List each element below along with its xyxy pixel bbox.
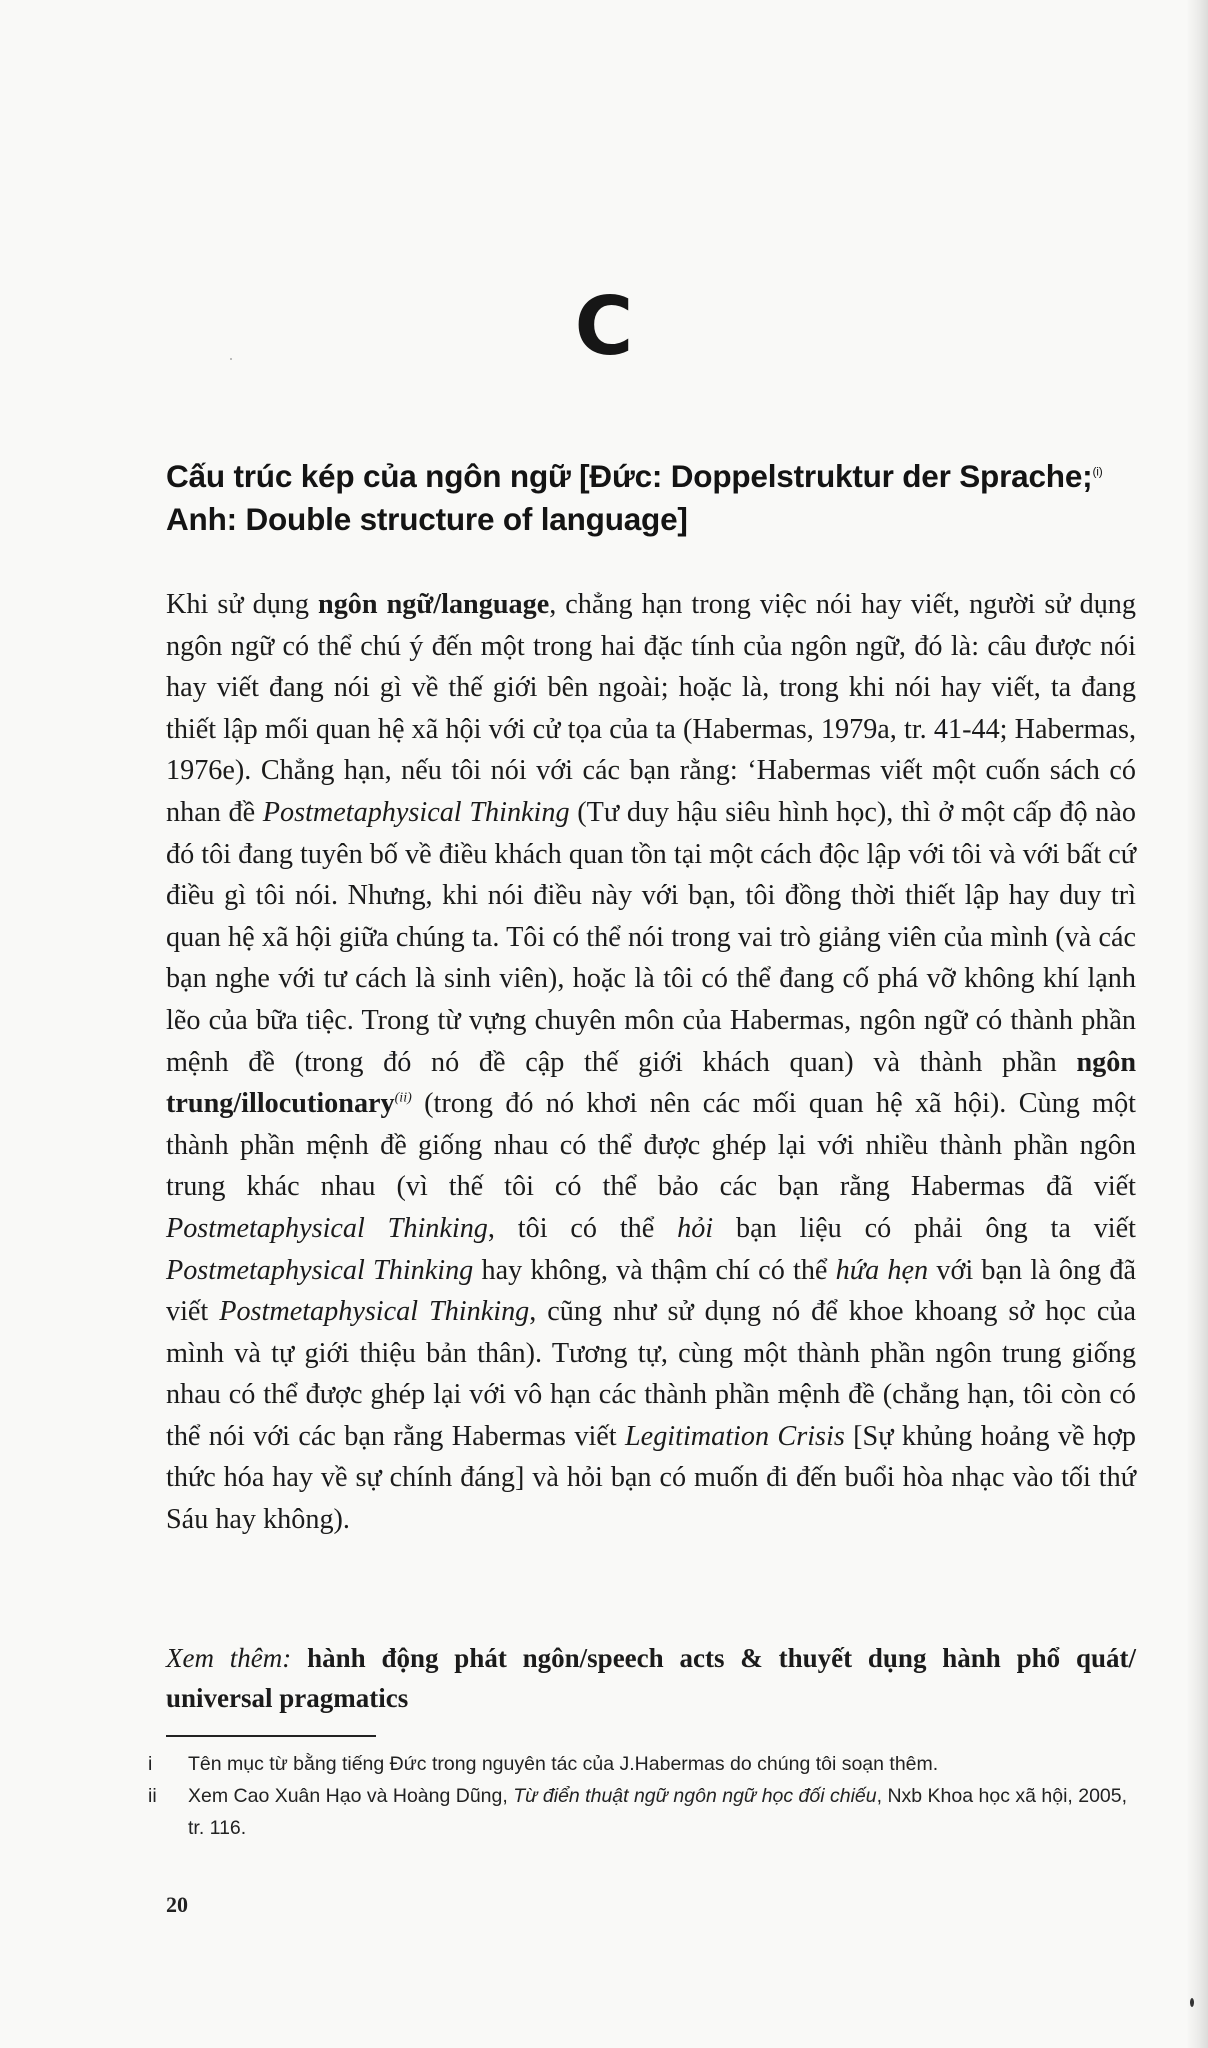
entry-title-line-1: Cấu trúc kép của ngôn ngữ [Đức: Doppelstruktur der Sprache; bbox=[166, 458, 1093, 494]
body-text-run: hay không, và thậm chí có thể bbox=[473, 1254, 836, 1286]
footnote-mark: ii bbox=[148, 1785, 157, 1807]
scan-speck bbox=[230, 358, 232, 360]
body-text-run: bạn liệu có phải ông ta viết bbox=[713, 1212, 1136, 1244]
emphasis: hứa hẹn bbox=[835, 1254, 929, 1286]
see-also-references: hành động phát ngôn/speech acts & thuyết dụng hành phổ quát/ universal pragmatics bbox=[166, 1643, 1136, 1713]
body-text-run: (Tư duy hậu siêu hình học), thì ở một cấp độ nào đó tôi đang tuyên bố về điều khách quan tồn tại một cách độc lập với tôi và với bất cứ điều gì tôi nói. Nhưng, khi nói điều này với bạn, tôi đồng thời thiết lập hay duy trì quan hệ xã hội giữa chúng ta. Tôi có thể nói trong vai trò giảng viên của mình (và các bạn nghe với tư cách là sinh viên), hoặc là tôi có thể đang cố phá vỡ không khí lạnh lẽo của bữa tiệc. Trong từ vựng chuyên môn của Habermas, ngôn ngữ có thành phần mệnh đề (trong đó nó đề cập thế giới khách quan) và thành phần bbox=[166, 796, 1136, 1078]
footnote-mark: i bbox=[148, 1753, 153, 1775]
book-title: Legitimation Crisis bbox=[625, 1420, 845, 1452]
footnote-item bbox=[148, 1748, 1138, 1780]
book-title: Postmetaphysical Thinking bbox=[166, 1212, 488, 1244]
section-letter: C bbox=[574, 280, 634, 373]
body-footnote-mark: (ii) bbox=[394, 1090, 412, 1106]
entry-title bbox=[166, 455, 1151, 541]
body-text-run: , tôi có thể bbox=[487, 1212, 678, 1244]
footnote-divider bbox=[166, 1735, 376, 1737]
body-text-run: với bạn là ông đã viết bbox=[166, 1254, 1136, 1328]
book-title: Postmetaphysical Thinking bbox=[262, 796, 570, 828]
footnote-text: Tên mục từ bằng tiếng Đức trong nguyên tác của J.Habermas do chúng tôi soạn thêm. bbox=[188, 1753, 939, 1775]
footnote-text: Xem Cao Xuân Hạo và Hoàng Dũng, bbox=[188, 1785, 514, 1807]
page-number: 20 bbox=[166, 1892, 188, 1917]
book-title: Postmetaphysical Thinking bbox=[166, 1254, 474, 1286]
cross-reference-term: ngôn ngữ/language bbox=[318, 589, 550, 620]
footnote-item bbox=[148, 1780, 1138, 1844]
body-text-run: Khi sử dụng bbox=[166, 589, 319, 620]
book-title: Postmetaphysical Thinking bbox=[219, 1296, 530, 1328]
body-text-run: , chẳng hạn trong việc nói hay viết, người sử dụng ngôn ngữ có thể chú ý đến một trong hai đặc tính của ngôn ngữ, đó là: câu được nói hay viết đang nói gì về thế giới bên ngoài; hoặc là, trong khi nói hay viết, ta đang thiết lập mối quan hệ xã hội với cử tọa của ta (Habermas, 1979a, tr. 41-44; Habermas, 1976e). Chẳng hạn, nếu tôi nói với các bạn rằng: ‘Habermas viết một cuốn sách có nhan đề bbox=[166, 589, 1136, 828]
see-also bbox=[166, 1638, 1136, 1718]
body-text-run: , cũng như sử dụng nó để khoe khoang sở học của mình và tự giới thiệu bản thân). Tương tự, cùng một thành phần ngôn trung giống nhau có thể được ghép lại với vô hạn các thành phần mệnh đề (chẳng hạn, tôi còn có thể nói với các bạn rằng Habermas viết bbox=[166, 1296, 1136, 1452]
cross-reference-term: ngôn trung/illocutionary bbox=[166, 1046, 1136, 1120]
emphasis: hỏi bbox=[677, 1212, 714, 1244]
title-footnote-mark: (i) bbox=[1092, 464, 1103, 479]
body-text-run: (trong đó nó khơi nên các mối quan hệ xã hội). Cùng một thành phần mệnh đề giống nhau có thể được ghép lại với nhiều thành phần ngôn trung khác nhau (vì thế tôi có thể bảo các bạn rằng Habermas đã viết bbox=[166, 1088, 1136, 1203]
entry-title-line-2: Anh: Double structure of language] bbox=[166, 501, 688, 537]
see-also-label: Xem thêm: bbox=[166, 1643, 292, 1673]
footnote-book-title: Từ điển thuật ngữ ngôn ngữ học đối chiếu bbox=[513, 1785, 877, 1807]
scan-speck bbox=[1190, 1998, 1194, 2007]
footnote-text: , Nxb Khoa học xã hội, 2005, tr. 116. bbox=[188, 1785, 1128, 1839]
body-text-run: [Sự khủng hoảng về hợp thức hóa hay về sự chính đáng] và hỏi bạn có muốn đi đến buổi hòa nhạc vào tối thứ Sáu hay không). bbox=[166, 1420, 1136, 1536]
entry-body-paragraph bbox=[166, 584, 1136, 1541]
footnotes bbox=[148, 1748, 1138, 1844]
